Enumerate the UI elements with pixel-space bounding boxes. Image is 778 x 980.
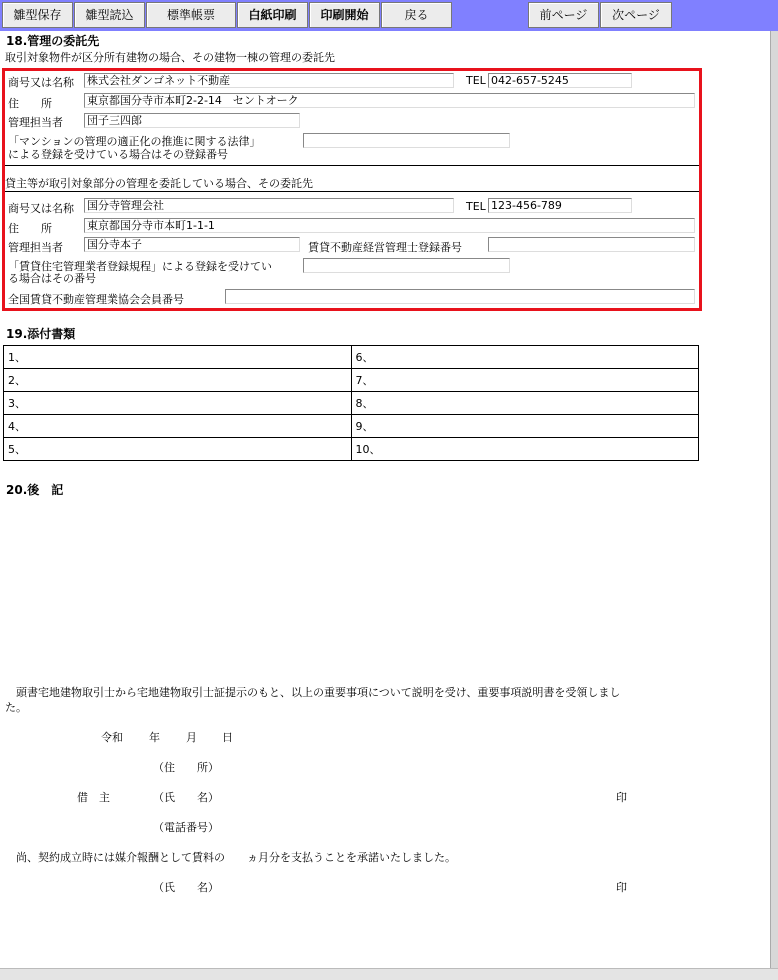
next-page-button[interactable]: 次ページ	[600, 2, 672, 28]
save-template-button[interactable]: 雛型保存	[2, 2, 73, 28]
rental-mgr-reg-label: 賃貸不動産経営管理士登録番号	[308, 241, 462, 254]
day-label: 日	[222, 731, 233, 744]
month-label: 月	[186, 731, 197, 744]
mansion-reg-field[interactable]	[303, 133, 510, 148]
section19-title: 19.添付書類	[6, 327, 76, 341]
attachment-cell[interactable]: 10、	[351, 438, 699, 461]
mansion-reg-label-1: 「マンションの管理の適正化の推進に関する法律」	[8, 135, 261, 148]
address2-field[interactable]: 東京都国分寺市本町1-1-1	[84, 218, 695, 233]
table-row	[4, 438, 699, 461]
section18-title: 18.管理の委託先	[6, 34, 100, 48]
divider	[5, 165, 699, 166]
address-label: 住 所	[8, 97, 52, 110]
attachment-cell[interactable]: 1、	[4, 346, 352, 369]
receipt-statement-line1: 頭書宅地建物取引士から宅地建物取引士証提示のもと、以上の重要事項について説明を受け、重要事項説明書を受領しまし	[16, 686, 621, 699]
rental-reg-label-2: る場合はその番号	[8, 272, 96, 285]
address2-label: 住 所	[8, 222, 52, 235]
borrower-address-label: （住 所）	[153, 761, 219, 774]
tel2-field[interactable]: 123-456-789	[488, 198, 632, 213]
tel2-label: TEL	[466, 200, 486, 213]
assoc-field[interactable]	[225, 289, 695, 304]
section18-subtitle: 取引対象物件が区分所有建物の場合、その建物一棟の管理の委託先	[5, 51, 335, 64]
manager-label: 管理担当者	[8, 116, 63, 129]
tel-field[interactable]: 042-657-5245	[488, 73, 632, 88]
toolbar	[0, 0, 778, 31]
borrower-phone-label: （電話番号）	[153, 821, 219, 834]
company2-field[interactable]: 国分寺管理会社	[84, 198, 454, 213]
table-row	[4, 346, 699, 369]
receipt-statement-line2: た。	[5, 701, 27, 714]
rental-reg-field[interactable]	[303, 258, 510, 273]
address-field[interactable]: 東京都国分寺市本町2-2-14 セントオーク	[84, 93, 695, 108]
horizontal-scrollbar[interactable]	[0, 968, 778, 980]
standard-form-button[interactable]: 標準帳票	[146, 2, 236, 28]
load-template-button[interactable]: 雛型読込	[74, 2, 145, 28]
attachment-cell[interactable]: 7、	[351, 369, 699, 392]
start-print-button[interactable]: 印刷開始	[309, 2, 380, 28]
year-label: 年	[149, 731, 160, 744]
prev-page-button[interactable]: 前ページ	[528, 2, 599, 28]
vertical-scrollbar[interactable]	[770, 31, 778, 968]
assoc-label: 全国賃貸不動産管理業協会会員番号	[8, 293, 184, 306]
company-field[interactable]: 株式会社ダンゴネット不動産	[84, 73, 454, 88]
table-row	[4, 392, 699, 415]
divider	[5, 191, 699, 192]
seal-mark-2: 印	[616, 881, 627, 894]
borrower-label: 借 主	[77, 791, 110, 804]
company2-label: 商号又は名称	[8, 202, 74, 215]
attachment-cell[interactable]: 6、	[351, 346, 699, 369]
rental-reg-label-1: 「賃貸住宅管理業者登録規程」による登録を受けてい	[8, 260, 272, 273]
company-label: 商号又は名称	[8, 76, 74, 89]
attachment-cell[interactable]: 3、	[4, 392, 352, 415]
manager2-label: 管理担当者	[8, 241, 63, 254]
consent-name-label: （氏 名）	[153, 881, 219, 894]
attachments-table	[3, 345, 699, 461]
table-row	[4, 369, 699, 392]
attachment-cell[interactable]: 4、	[4, 415, 352, 438]
blank-print-button[interactable]: 白紙印刷	[237, 2, 308, 28]
back-button[interactable]: 戻る	[381, 2, 452, 28]
attachment-cell[interactable]: 5、	[4, 438, 352, 461]
table-row	[4, 415, 699, 438]
tel-label: TEL	[466, 74, 486, 87]
commission-consent: 尚、契約成立時には媒介報酬として賃料の ヵ月分を支払うことを承諾いたしました。	[16, 851, 456, 864]
attachment-cell[interactable]: 2、	[4, 369, 352, 392]
section20-title: 20.後 記	[6, 483, 64, 497]
manager-field[interactable]: 団子三四郎	[84, 113, 300, 128]
era-label: 令和	[101, 731, 123, 744]
manager2-field[interactable]: 国分寺本子	[84, 237, 300, 252]
attachment-cell[interactable]: 8、	[351, 392, 699, 415]
seal-mark: 印	[616, 791, 627, 804]
lessor-heading: 貸主等が取引対象部分の管理を委託している場合、その委託先	[5, 177, 313, 190]
mansion-reg-label-2: による登録を受けている場合はその登録番号	[8, 148, 228, 161]
attachment-cell[interactable]: 9、	[351, 415, 699, 438]
rental-mgr-reg-field[interactable]	[488, 237, 695, 252]
borrower-name-label: （氏 名）	[153, 791, 219, 804]
